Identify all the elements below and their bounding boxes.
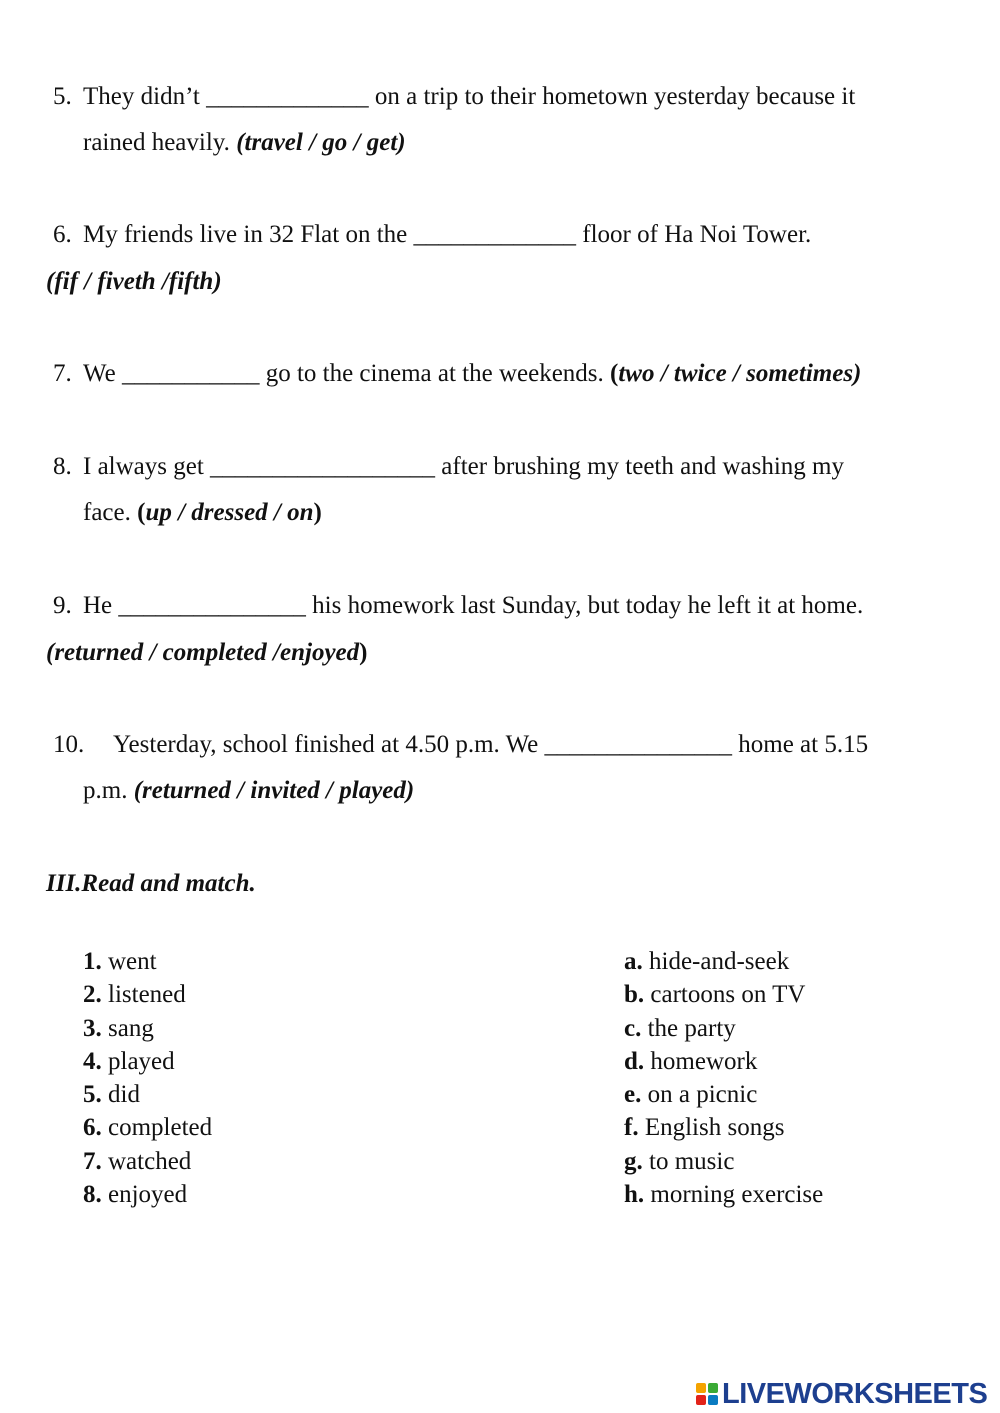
- question-9-options: (returned / completed /enjoyed: [46, 639, 360, 666]
- match-right-item: [624, 1078, 823, 1111]
- question-6-line1: My friends live in 32 Flat on the _____________ floor of Ha Noi Tower.: [83, 221, 812, 248]
- question-5-line1: They didn’t _____________ on a trip to their hometown yesterday because it: [83, 83, 856, 110]
- match-right-key: d.: [624, 1047, 645, 1075]
- match-left-item: [83, 1078, 212, 1111]
- match-left-column: [83, 945, 212, 1211]
- question-10-options: (returned / invited / played): [133, 777, 415, 804]
- match-left-item: [83, 978, 212, 1011]
- logo-mark-icon: [696, 1383, 718, 1405]
- question-8-line2-text: face.: [83, 499, 138, 526]
- match-left-text: played: [101, 1047, 175, 1075]
- match-right-item: [624, 1045, 823, 1078]
- question-6-options: (fif / fiveth /fifth): [46, 268, 222, 295]
- question-9-line2: [46, 638, 367, 668]
- match-left-key: 4.: [83, 1047, 102, 1075]
- match-left-text: sang: [101, 1014, 154, 1042]
- match-left-item: [83, 1145, 212, 1178]
- match-right-text: to music: [642, 1147, 735, 1175]
- match-right-item: [624, 1145, 823, 1178]
- match-right-text: cartoons on TV: [644, 981, 806, 1009]
- question-7-options: two / twice / sometimes): [618, 360, 862, 387]
- question-10-line2: [83, 776, 414, 806]
- match-left-text: did: [101, 1081, 140, 1109]
- match-left-key: 2.: [83, 981, 102, 1009]
- question-8-paren-open: (: [137, 499, 146, 526]
- match-left-key: 6.: [83, 1114, 102, 1142]
- logo-text: LIVEWORKSHEETS: [722, 1377, 988, 1410]
- match-left-item: [83, 1045, 212, 1078]
- match-left-key: 3.: [83, 1014, 102, 1042]
- match-right-item: [624, 978, 823, 1011]
- question-7-paren-open: (: [610, 360, 619, 387]
- match-right-text: morning exercise: [644, 1181, 824, 1209]
- liveworksheets-logo[interactable]: [696, 1378, 987, 1410]
- match-left-text: watched: [101, 1147, 192, 1175]
- match-left-item: [83, 1111, 212, 1144]
- match-right-text: hide-and-seek: [642, 948, 790, 975]
- match-left-text: completed: [101, 1114, 213, 1142]
- logo-mark-square: [696, 1395, 706, 1405]
- match-left-text: went: [101, 948, 157, 975]
- logo-mark-square: [708, 1395, 718, 1405]
- match-right-key: g.: [624, 1147, 643, 1175]
- question-9-paren-close: ): [359, 639, 368, 666]
- match-right-item: [624, 1111, 823, 1144]
- question-7-text: We ___________ go to the cinema at the weekends.: [83, 360, 611, 387]
- question-7-number: 7.: [53, 360, 72, 387]
- match-right-key: c.: [624, 1014, 642, 1042]
- match-right-text: the party: [641, 1014, 736, 1042]
- match-left-key: 1.: [83, 948, 102, 975]
- question-7-line1: [83, 359, 861, 389]
- match-left-key: 5.: [83, 1081, 102, 1109]
- match-right-text: English songs: [638, 1114, 785, 1142]
- question-9-number: 9.: [53, 592, 72, 619]
- question-6-number: 6.: [53, 221, 72, 248]
- question-10-number: 10.: [53, 731, 85, 758]
- question-8-options: up / dressed / on: [145, 499, 314, 526]
- match-left-item: [83, 1178, 212, 1211]
- match-right-key: a.: [624, 948, 643, 975]
- match-left-text: enjoyed: [101, 1181, 188, 1209]
- match-left-text: listened: [101, 981, 186, 1009]
- match-right-text: on a picnic: [641, 1081, 758, 1109]
- question-10-line2-text: p.m.: [83, 777, 134, 804]
- question-5-number: 5.: [53, 83, 72, 110]
- match-right-key: h.: [624, 1181, 645, 1209]
- question-10-line1: Yesterday, school finished at 4.50 p.m. We _______________ home at 5.15: [113, 731, 869, 758]
- question-5-line2-text: rained heavily.: [83, 129, 237, 156]
- match-right-key: e.: [624, 1081, 642, 1109]
- match-right-key: b.: [624, 981, 645, 1009]
- question-8-line2: [83, 498, 322, 528]
- logo-mark-square: [696, 1383, 706, 1393]
- section-3-heading: III.Read and match.: [46, 870, 256, 897]
- logo-mark-square: [708, 1383, 718, 1393]
- question-5-line2: [83, 128, 406, 158]
- question-5-options: (travel / go / get): [236, 129, 406, 156]
- match-right-key: f.: [624, 1114, 639, 1142]
- match-right-item: [624, 1012, 823, 1045]
- match-right-text: homework: [644, 1047, 758, 1075]
- match-right-item: [624, 1178, 823, 1211]
- question-8-paren-close: ): [313, 499, 322, 526]
- match-left-item: [83, 1012, 212, 1045]
- question-8-line1: I always get __________________ after brushing my teeth and washing my: [83, 453, 844, 480]
- question-8-number: 8.: [53, 453, 72, 480]
- question-9-line1: He _______________ his homework last Sunday, but today he left it at home.: [83, 592, 864, 619]
- match-right-column: [624, 945, 823, 1211]
- match-left-key: 7.: [83, 1147, 102, 1175]
- match-left-item: [83, 945, 212, 978]
- match-right-item: [624, 945, 823, 978]
- match-left-key: 8.: [83, 1181, 102, 1209]
